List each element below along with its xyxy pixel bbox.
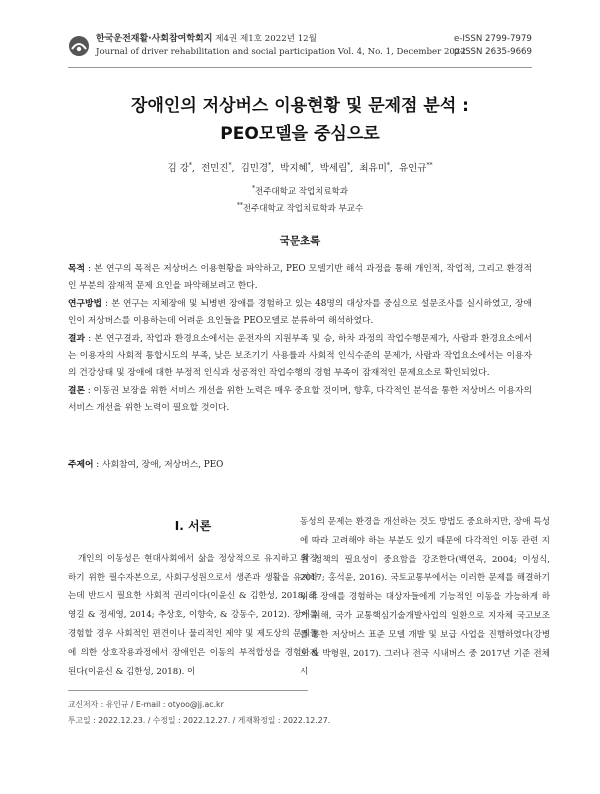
author: 박지혜* bbox=[280, 161, 311, 174]
affiliations bbox=[0, 182, 600, 216]
body-column-left bbox=[68, 511, 318, 681]
corresponding-author: 교신저자 : 유인규 / E-mail : otyoo@jj.ac.kr bbox=[68, 700, 224, 709]
body-paragraph: 동성의 문제는 환경을 개선하는 것도 방법도 중요하지만, 장애 특성에 따라 고려해야 하는 부분도 있기 때문에 다각적인 이동 관련 지원 정책의 필요성이 중요함을 강조한다(백연옥, 2004; 이성식, 2017; 홍석윤, 2016). 국토교통부에서는 이러한 문제를 해결하기 위해 장애를 경험하는 대상자들에게 기능적인 이동을 가능하게 하기 위해, 국가 교통핵심기술개발사업의 일환으로 지자체 국고보조를 통한 저상버스 표준 모델 개발 및 보급 사업을 진행하였다(강병도 & 박형원, 2017). 그러나 전국 시내버스 중 2017년 기준 전체 시 bbox=[300, 517, 550, 678]
submission-dates: 투고일 : 2022.12.23. / 수정일 : 2022.12.27. / 게재확정일 : 2022.12.27. bbox=[68, 716, 331, 725]
author-list: 김 강*, 전민진*, 김민경*, 박지혜*, 박세림*, 최유미*, 유인규** bbox=[167, 161, 433, 174]
author: 김 강* bbox=[167, 161, 192, 174]
paper-title-line2: PEO모델을 중심으로 bbox=[220, 124, 380, 144]
abstract-conclusion: 결론 : 이동권 보장을 위한 서비스 개선을 위한 노력은 매우 중요할 것이며, 향후, 다각적인 분석을 통한 저상버스 이용자의 서비스 개선을 위한 노력이 필요할 것이다. bbox=[68, 385, 532, 414]
section-title: Ⅰ. 서론 bbox=[174, 519, 212, 533]
abstract-heading: 국문초록 bbox=[279, 235, 321, 247]
footnote bbox=[68, 697, 330, 729]
eissn: e-ISSN 2799-7979 bbox=[453, 34, 532, 44]
affiliation-item: **전주대학교 작업치료학과 부교수 bbox=[236, 201, 364, 214]
author: 유인규** bbox=[398, 161, 433, 174]
pissn: p-ISSN 2635-9669 bbox=[453, 47, 532, 57]
abstract-purpose: 목적 : 본 연구의 목적은 저상버스 이용현황을 파악하고, PEO 모델기반 해석 과정을 통해 개인적, 작업적, 그리고 환경적인 부분의 잠재적 문제 요인을 파악해보려고 한다. bbox=[68, 264, 532, 292]
keywords bbox=[68, 457, 532, 470]
affiliation-item: *전주대학교 작업치료학과 bbox=[251, 185, 349, 197]
body-paragraph: 개인의 이동성은 현대사회에서 삶을 정상적으로 유지하고 확장하기 위한 필수자본으로, 사회구성원으로서 생존과 생활을 유지하는데 반드시 필요한 사회적 권리이다(이윤신 & 김한성, 2018; 조영길 & 정세영, 2014; 추상호, 이향숙, & 강동수, 2012). 장애를 경험할 경우 사회적인 편견이나 물리적인 제약 및 제도상의 문제들에 의한 상호작용과정에서 장애인은 이동의 부적합성을 경험하게 된다(이윤신 & 김한성, 2018). 이 bbox=[68, 553, 318, 677]
author: 최유미* bbox=[359, 161, 390, 174]
footnote-divider bbox=[68, 690, 308, 691]
journal-name-ko: 한국운전재활·사회참여학회지 bbox=[96, 34, 213, 44]
paper-title bbox=[0, 92, 600, 148]
keywords-label: 주제어 bbox=[68, 460, 94, 470]
journal-name-en: Journal of driver rehabilitation and social participation Vol. 4, No. 1, December 2022 bbox=[96, 47, 466, 57]
journal-issue-ko: 제4권 제1호 2022년 12월 bbox=[215, 34, 317, 44]
journal-header bbox=[68, 32, 532, 66]
author: 김민경* bbox=[240, 161, 272, 174]
body-column-right bbox=[300, 513, 550, 682]
abstract-result: 결과 : 본 연구결과, 작업과 환경요소에서는 운전자의 지원부족 및 승, 하차 과정의 작업수행문제가, 사람과 환경요소에서는 이용자의 사회적 통합시도의 부족, 낮은 보조기기 사용률과 사회적 인식수준의 문제가, 사람과 작업요소에서는 이용자의 건강상태 및 장애에 대한 부정적 인식과 성공적인 작업수행의 경험 부족이 잠재적인 문제요소로 확인되었다. bbox=[68, 333, 532, 379]
author: 전민진* bbox=[200, 161, 232, 174]
abstract-method: 연구방법 : 본 연구는 지체장애 및 뇌병변 장애를 경험하고 있는 48명의 대상자를 중심으로 설문조사를 실시하였고, 장애인이 저상버스를 이용하는데 어려운 요인들을 PEO모델로 분류하여 해석하였다. bbox=[68, 298, 532, 327]
issn-block bbox=[454, 33, 532, 59]
author: 박세림* bbox=[319, 161, 351, 174]
journal-citation bbox=[96, 33, 466, 59]
paper-title-line1: 장애인의 저상버스 이용현황 및 문제점 분석 : bbox=[131, 96, 469, 116]
header-divider bbox=[68, 67, 532, 68]
abstract-body bbox=[68, 261, 532, 418]
journal-logo-icon bbox=[68, 35, 90, 57]
keywords-text: : 사회참여, 장애, 저상버스, PEO bbox=[93, 460, 224, 470]
